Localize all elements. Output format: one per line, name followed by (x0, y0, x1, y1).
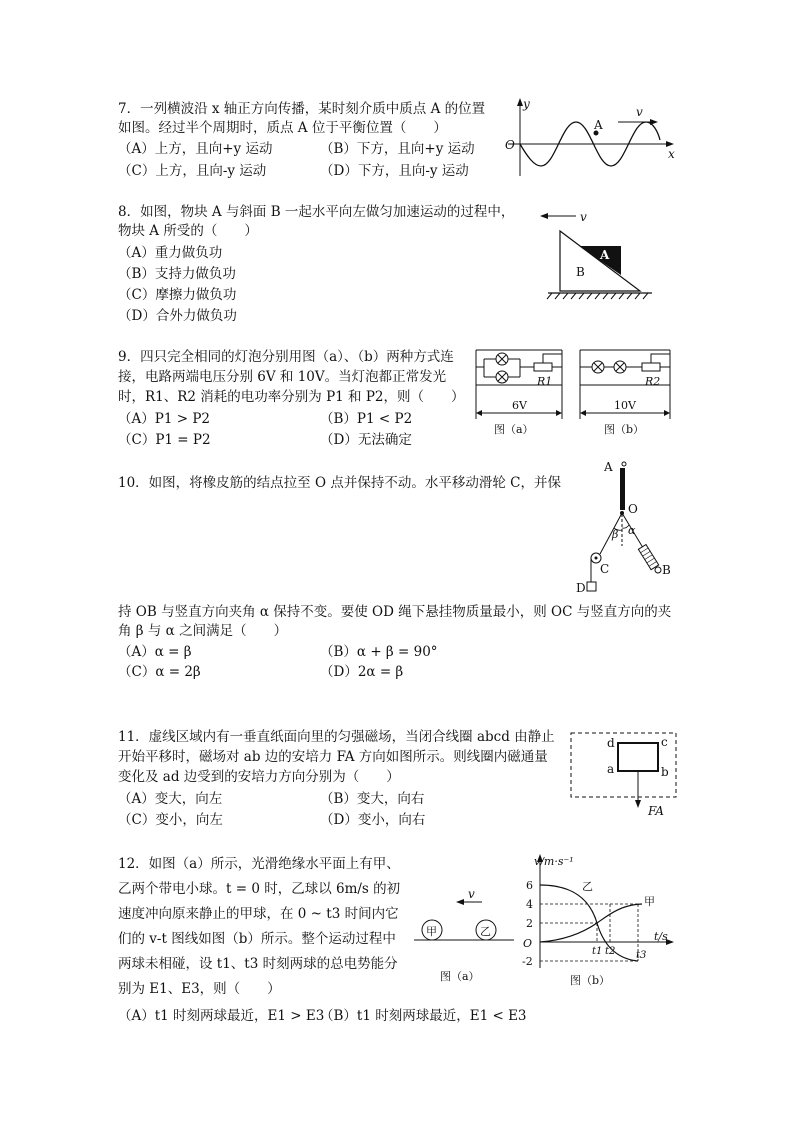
q11-option-a: （A）变大，向左 (118, 791, 223, 807)
q10-option-b: （B）α + β = 90° (320, 644, 438, 660)
q11-option-b: （B）变大，向右 (320, 791, 425, 807)
q12a-jia-label: 甲 (426, 925, 437, 938)
q12-stem-line6: 别为 E1、E3，则（ ） (118, 981, 281, 997)
q11-c-label: c (661, 735, 668, 749)
q11-stem-line1: 11．虚线区域内有一垂直纸面向里的匀强磁场，当闭合线圈 abcd 由静止 (118, 729, 555, 745)
q7-v-label: v (636, 105, 643, 119)
q12b-ttick-2: t3 (636, 950, 647, 961)
q12a-v-label: v (468, 888, 475, 901)
q11-option-c: （C）变小，向左 (118, 812, 223, 828)
q9-option-c: （C）P1 = P2 (118, 432, 211, 448)
q8-option-a: （A）重力做负功 (118, 245, 223, 261)
q7-a-label: A (594, 118, 603, 132)
q9-r1-label: R1 (537, 375, 553, 388)
q8-option-b: （B）支持力做负功 (118, 266, 236, 282)
q10-option-d: （D）2α = β (320, 664, 404, 680)
q8-stem-line1: 8．如图，物块 A 与斜面 B 一起水平向左做匀加速运动的过程中， (118, 204, 515, 220)
q9-stem-line1: 9．四只完全相同的灯泡分别用图（a）、（b）两种方式连 (118, 349, 454, 365)
q12b-curve-yi (540, 885, 638, 961)
q8-ground-hatch (547, 293, 648, 299)
q12-figure-a (412, 888, 518, 988)
q8-option-c: （C）摩擦力做负功 (118, 287, 237, 303)
q9-circuit-figure (464, 345, 684, 440)
q9-option-b: （B）P1 < P2 (320, 411, 413, 427)
q12b-origin: O (523, 937, 533, 950)
q10-rope-oc (600, 513, 622, 554)
q12-vt-graph (518, 850, 688, 992)
q12-option-a: （A）t1 时刻两球最近，E1 > E3 (118, 1008, 325, 1024)
q11-stem-line2: 开始平移时，磁场对 ab 边的安培力 FA 方向如图所示。则线圈内磁通量 (118, 749, 548, 765)
q11-stem-line3: 变化及 ad 边受到的安培力方向分别为（ ） (118, 769, 400, 785)
q12-stem-line3: 速度冲向原来静止的甲球，在 0 ~ t3 时间内它 (118, 906, 399, 922)
q7-x-label: x (668, 147, 675, 161)
q9-rheostat-r2 (642, 363, 660, 371)
q10-beta-label: β (612, 528, 619, 541)
q10-stem-line1: 10．如图，将橡皮筋的结点拉至 O 点并保持不动。水平移动滑轮 C，并保 (118, 475, 561, 491)
q12b-ytick-3: -2 (522, 955, 533, 968)
q9-stem-line3: 时，R1、R2 消耗的电功率分别为 P1 和 P2，则（ ） (118, 389, 465, 405)
q9-stem-line2: 接，电路两端电压分别 6V 和 10V。当灯泡都正常发光 (118, 369, 447, 385)
q12-stem-line4: 们的 v-t 图线如图（b）所示。整个运动过程中 (118, 931, 396, 947)
q8-option-d: （D）合外力做负功 (118, 308, 237, 324)
q12-option-b: （B）t1 时刻两球最近，E1 < E3 (320, 1008, 527, 1024)
q10-stem-line3: 角 β 与 α 之间满足（ ） (118, 623, 288, 639)
q7-option-c: （C）上方，且向-y 运动 (118, 163, 267, 179)
q9-option-a: （A）P1 > P2 (118, 411, 210, 427)
q12b-ttick-1: t2 (605, 946, 616, 957)
q9-voltage-b: 10V (614, 399, 636, 412)
q11-d-label: d (607, 736, 615, 750)
q10-alpha-label: α (628, 524, 636, 537)
q12-stem-line5: 两球未相碰，设 t1、t3 时刻两球的总电势能分 (118, 956, 398, 972)
q10-c-label: C (600, 562, 610, 576)
q12b-ytick-2: 2 (526, 917, 533, 930)
q11-a-label: a (607, 762, 615, 776)
q10-b-label: B (662, 563, 671, 577)
q12a-caption: 图（a） (440, 970, 480, 983)
q12a-yi-label: 乙 (480, 925, 491, 938)
q12a-velocity-arrow (456, 899, 464, 905)
q8-a-label: A (600, 248, 610, 262)
q12b-xlabel: t/s (654, 930, 668, 943)
q9-caption-a: 图（a） (494, 423, 534, 436)
q12b-caption: 图（b） (570, 974, 611, 987)
q10-o-label: O (628, 502, 638, 516)
q9-r2-label: R2 (645, 375, 661, 388)
q11-magnetic-field-figure (566, 730, 686, 822)
q9-circuit-b (580, 350, 670, 436)
q8-v-label: v (580, 210, 587, 224)
q10-a-label: A (604, 460, 613, 474)
q10-option-a: （A）α = β (118, 644, 192, 660)
q8-stem-line2: 物块 A 所受的（ ） (118, 223, 258, 239)
q7-velocity-arrow (650, 119, 658, 125)
q12b-ttick-0: t1 (592, 946, 603, 957)
q8-velocity-arrow (540, 213, 548, 219)
q10-stem-line2: 持 OB 与竖直方向夹角 α 保持不变。要使 OD 绳下悬挂物质量最小，则 OC 与竖直方向的夹 (118, 604, 672, 620)
q9-voltage-a: 6V (512, 399, 527, 412)
q7-stem-line2: 如图。经过半个周期时，质点 A 位于平衡位置（ ） (118, 120, 447, 136)
q11-fa-label: FA (648, 804, 664, 818)
q10-rubber-band (620, 468, 625, 510)
q9-rheostat-r1 (534, 363, 552, 371)
q12b-ytick-0: 6 (526, 879, 533, 892)
q9-option-d: （D）无法确定 (320, 432, 412, 448)
q9-circuit-a (476, 350, 562, 436)
q7-stem-line1: 7．一列横波沿 x 轴正方向传播，某时刻介质中质点 A 的位置 (118, 101, 486, 117)
q11-coil-abcd (618, 743, 658, 771)
q10-weight-d (587, 582, 596, 591)
q10-spring-scale (638, 545, 658, 570)
q7-option-b: （B）下方，且向+y 运动 (320, 141, 475, 157)
q12-stem-line2: 乙两个带电小球。t = 0 时，乙球以 6m/s 的初 (118, 881, 401, 897)
q12b-jia-label: 甲 (644, 895, 655, 908)
q8-b-label: B (576, 265, 585, 279)
q10-d-label: D (576, 581, 586, 595)
q11-b-label: b (661, 765, 669, 779)
q7-wave-figure (500, 96, 680, 178)
q10-option-c: （C）α = 2β (118, 664, 201, 680)
q8-incline-figure (540, 205, 660, 305)
q12b-ytick-1: 4 (526, 898, 533, 911)
q12-stem-line1: 12．如图（a）所示，光滑绝缘水平面上有甲、 (118, 856, 400, 872)
q11-option-d: （D）变小，向右 (320, 812, 426, 828)
q9-caption-b: 图（b） (604, 423, 645, 436)
q7-origin-label: O (505, 138, 515, 152)
q7-option-d: （D）下方，且向-y 运动 (320, 163, 469, 179)
q10-rubber-band-figure (574, 458, 684, 598)
q7-y-label: y (523, 97, 530, 111)
q12b-ylabel: v/m·s⁻¹ (534, 855, 574, 868)
q12b-yi-label: 乙 (582, 880, 593, 893)
q7-option-a: （A）上方，且向+y 运动 (118, 141, 273, 157)
